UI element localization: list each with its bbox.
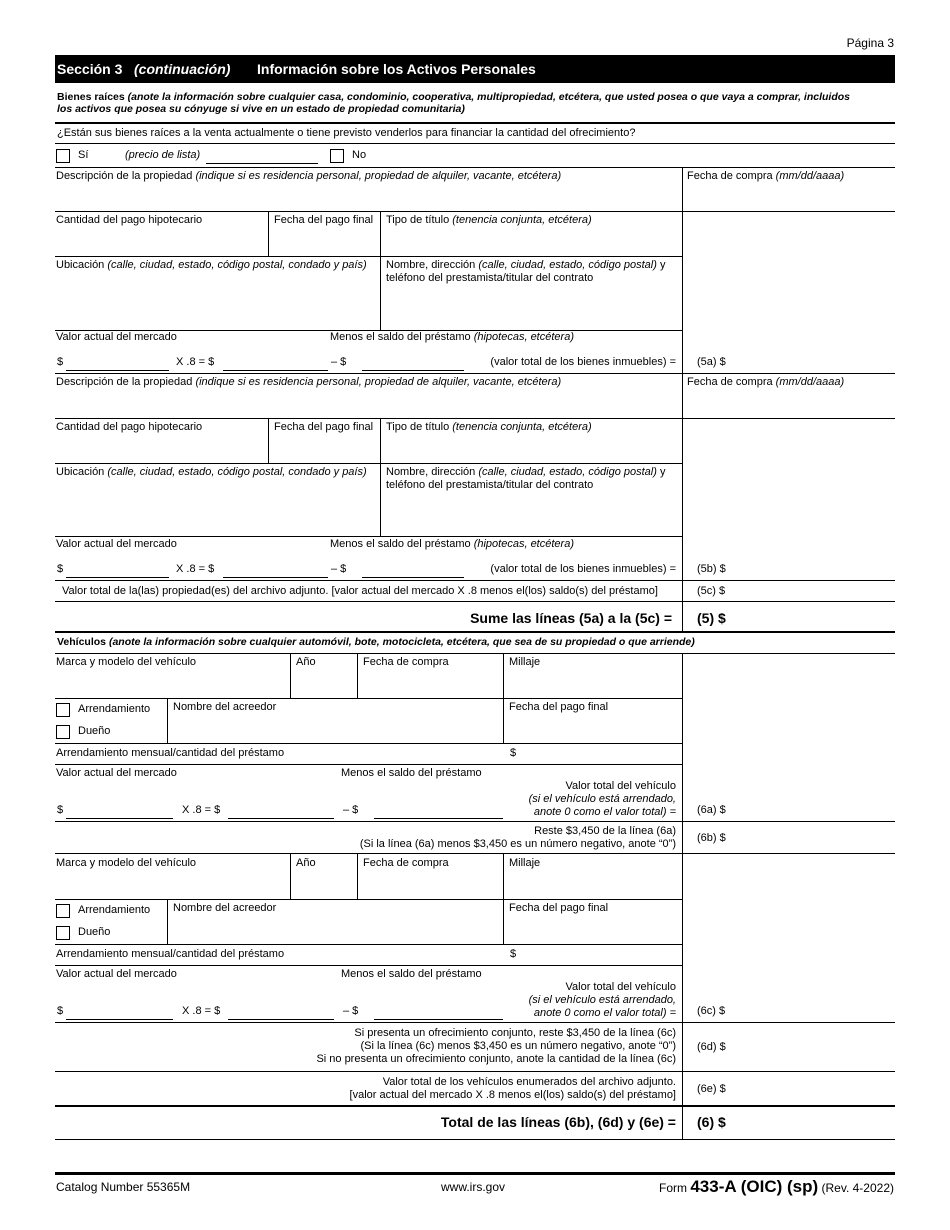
vehicle-loan-input[interactable] bbox=[374, 818, 503, 819]
vehicle-total-hint-cont: anote 0 como el valor total) = bbox=[533, 1007, 676, 1019]
vehicle-final-payment-label: Fecha del pago final bbox=[509, 902, 609, 914]
vehicle-adjusted-input[interactable] bbox=[228, 818, 334, 819]
property-description-label: Descripción de la propiedad (indique si es residencia personal, propiedad de alquiler, vacante, etcétera) bbox=[56, 376, 562, 388]
sale-yes-label: Sí bbox=[78, 149, 89, 161]
dollar-sign: $ bbox=[510, 948, 517, 960]
line-6d: (6d) $ bbox=[697, 1041, 726, 1053]
market-value-input[interactable] bbox=[66, 577, 169, 578]
creditor-label: Nombre del acreedor bbox=[173, 701, 277, 713]
section-title: Información sobre los Activos Personales bbox=[257, 61, 536, 77]
line-5c: (5c) $ bbox=[697, 585, 726, 597]
list-price-label: (precio de lista) bbox=[125, 149, 201, 161]
owner-label: Dueño bbox=[78, 725, 111, 737]
location-label: Ubicación (calle, ciudad, estado, código postal, condado y país) bbox=[56, 259, 367, 271]
sale-no-checkbox[interactable] bbox=[330, 149, 344, 163]
lender-label: Nombre, dirección (calle, ciudad, estado, código postal) y bbox=[386, 259, 666, 271]
adjusted-value-input[interactable] bbox=[223, 370, 328, 371]
page-number: Página 3 bbox=[846, 36, 894, 50]
make-model-label: Marca y modelo del vehículo bbox=[56, 857, 197, 869]
mortgage-payment-label: Cantidad del pago hipotecario bbox=[56, 421, 203, 433]
irs-website[interactable]: www.irs.gov bbox=[441, 1180, 506, 1194]
catalog-number: Catalog Number 55365M bbox=[56, 1180, 191, 1194]
vehicle-total-hint: (si el vehículo está arrendado, bbox=[528, 793, 676, 805]
lender-label: Nombre, dirección (calle, ciudad, estado, código postal) y bbox=[386, 466, 666, 478]
monthly-payment-label: Arrendamiento mensual/cantidad del préstamo bbox=[56, 948, 285, 960]
vehicle-total-label: Valor total del vehículo bbox=[565, 780, 676, 792]
monthly-payment-label: Arrendamiento mensual/cantidad del préstamo bbox=[56, 747, 285, 759]
vehicle-loan-balance-label: Menos el saldo del préstamo bbox=[341, 968, 482, 980]
dollar-sign: $ bbox=[57, 563, 64, 575]
mileage-label: Millaje bbox=[509, 857, 541, 869]
sale-no-label: No bbox=[352, 149, 367, 161]
lease-label: Arrendamiento bbox=[78, 904, 151, 916]
section-number: Sección 3 bbox=[57, 61, 123, 77]
dollar-sign: $ bbox=[57, 804, 64, 816]
vehicle-market-value-input[interactable] bbox=[66, 1019, 173, 1020]
mileage-label: Millaje bbox=[509, 656, 541, 668]
property-description-label: Descripción de la propiedad (indique si es residencia personal, propiedad de alquiler, vacante, etcétera) bbox=[56, 170, 562, 182]
vehicle-attachment-label: Valor total de los vehículos enumerados del archivo adjunto. bbox=[382, 1076, 676, 1088]
vehicle-final-payment-label: Fecha del pago final bbox=[509, 701, 609, 713]
line-5: (5) $ bbox=[697, 610, 726, 626]
owner-checkbox[interactable] bbox=[56, 725, 70, 739]
line-5a: (5a) $ bbox=[697, 356, 726, 368]
lease-checkbox[interactable] bbox=[56, 703, 70, 717]
lease-label: Arrendamiento bbox=[78, 703, 151, 715]
list-price-input[interactable] bbox=[206, 163, 318, 164]
vehicle-attachment-note: [valor actual del mercado X .8 menos el(los) saldo(s) del préstamo] bbox=[349, 1089, 676, 1101]
minus-sign: – $ bbox=[343, 804, 359, 816]
vehicles-heading: Vehículos (anote la información sobre cualquier automóvil, bote, motocicleta, etcétera, que sea de su propiedad o que arriende) bbox=[57, 636, 695, 648]
dollar-sign: $ bbox=[57, 1005, 64, 1017]
times-factor: X .8 = $ bbox=[176, 563, 215, 575]
final-payment-label: Fecha del pago final bbox=[274, 421, 374, 433]
final-payment-label: Fecha del pago final bbox=[274, 214, 374, 226]
lender-label-cont: teléfono del prestamista/titular del contrato bbox=[386, 479, 594, 491]
line-6: (6) $ bbox=[697, 1114, 726, 1130]
dollar-sign: $ bbox=[510, 747, 517, 759]
joint-offer-label: Si presenta un ofrecimiento conjunto, reste $3,450 de la línea (6c) bbox=[354, 1027, 676, 1039]
vehicle-purchase-date-label: Fecha de compra bbox=[363, 857, 449, 869]
vehicle-market-value-input[interactable] bbox=[66, 818, 173, 819]
real-estate-total-label: (valor total de los bienes inmuebles) = bbox=[490, 563, 676, 575]
real-estate-total-label: (valor total de los bienes inmuebles) = bbox=[490, 356, 676, 368]
sale-yes-checkbox[interactable] bbox=[56, 149, 70, 163]
loan-balance-label: Menos el saldo del préstamo (hipotecas, etcétera) bbox=[330, 538, 574, 550]
vehicle-market-value-label: Valor actual del mercado bbox=[56, 767, 177, 779]
vehicle-purchase-date-label: Fecha de compra bbox=[363, 656, 449, 668]
joint-offer-note: (Si la línea (6c) menos $3,450 es un número negativo, anote “0”) bbox=[360, 1040, 676, 1052]
adjusted-value-input[interactable] bbox=[223, 577, 328, 578]
owner-checkbox[interactable] bbox=[56, 926, 70, 940]
creditor-label: Nombre del acreedor bbox=[173, 902, 277, 914]
total-6-label: Total de las líneas (6b), (6d) y (6e) = bbox=[440, 1114, 676, 1130]
market-value-label: Valor actual del mercado bbox=[56, 331, 177, 343]
location-label: Ubicación (calle, ciudad, estado, código postal, condado y país) bbox=[56, 466, 367, 478]
year-label: Año bbox=[296, 857, 316, 869]
title-type-label: Tipo de título (tenencia conjunta, etcétera) bbox=[386, 421, 592, 433]
minus-sign: – $ bbox=[331, 356, 347, 368]
real-estate-heading-cont: los activos que posea su cónyuge si vive en un estado de propiedad comunitaria) bbox=[57, 103, 465, 115]
vehicle-loan-balance-label: Menos el saldo del préstamo bbox=[341, 767, 482, 779]
times-factor: X .8 = $ bbox=[182, 804, 221, 816]
vehicle-total-hint-cont: anote 0 como el valor total) = bbox=[533, 806, 676, 818]
section-header bbox=[55, 55, 895, 83]
vehicle-market-value-label: Valor actual del mercado bbox=[56, 968, 177, 980]
vehicle-loan-input[interactable] bbox=[374, 1019, 503, 1020]
line-6b: (6b) $ bbox=[697, 832, 726, 844]
attachment-total-label: Valor total de la(las) propiedad(es) del archivo adjunto. [valor actual del mercado X .8 menos el(los) saldo(s) del préstamo] bbox=[62, 585, 658, 597]
make-model-label: Marca y modelo del vehículo bbox=[56, 656, 197, 668]
non-joint-offer-note: Si no presenta un ofrecimiento conjunto, anote la cantidad de la línea (6c) bbox=[316, 1053, 676, 1065]
section-continuation: (continuación) bbox=[134, 61, 231, 77]
subtract-6a-label: Reste $3,450 de la línea (6a) bbox=[534, 825, 676, 837]
year-label: Año bbox=[296, 656, 316, 668]
loan-balance-label: Menos el saldo del préstamo (hipotecas, etcétera) bbox=[330, 331, 574, 343]
line-6e: (6e) $ bbox=[697, 1083, 726, 1095]
minus-sign: – $ bbox=[331, 563, 347, 575]
times-factor: X .8 = $ bbox=[182, 1005, 221, 1017]
vehicle-total-label: Valor total del vehículo bbox=[565, 981, 676, 993]
title-type-label: Tipo de título (tenencia conjunta, etcétera) bbox=[386, 214, 592, 226]
sum-5-label: Sume las líneas (5a) a la (5c) = bbox=[470, 610, 672, 626]
real-estate-heading: Bienes raíces (anote la información sobre cualquier casa, condominio, cooperativa, multipropiedad, etcétera, que usted posea o que vaya a comprar, incluidos bbox=[57, 91, 850, 103]
market-value-label: Valor actual del mercado bbox=[56, 538, 177, 550]
vehicle-adjusted-input[interactable] bbox=[228, 1019, 334, 1020]
mortgage-payment-label: Cantidad del pago hipotecario bbox=[56, 214, 203, 226]
subtract-6a-note: (Si la línea (6a) menos $3,450 es un número negativo, anote “0”) bbox=[359, 838, 676, 850]
form-number: Form 433-A (OIC) (sp) (Rev. 4-2022) bbox=[659, 1177, 894, 1196]
lease-checkbox[interactable] bbox=[56, 904, 70, 918]
loan-balance-input[interactable] bbox=[362, 370, 464, 371]
loan-balance-input[interactable] bbox=[362, 577, 464, 578]
owner-label: Dueño bbox=[78, 926, 111, 938]
dollar-sign: $ bbox=[57, 356, 64, 368]
times-factor: X .8 = $ bbox=[176, 356, 215, 368]
line-6c: (6c) $ bbox=[697, 1005, 726, 1017]
line-5b: (5b) $ bbox=[697, 563, 726, 575]
line-6a: (6a) $ bbox=[697, 804, 726, 816]
market-value-input[interactable] bbox=[66, 370, 169, 371]
lender-label-cont: teléfono del prestamista/titular del contrato bbox=[386, 272, 594, 284]
purchase-date-label: Fecha de compra (mm/dd/aaaa) bbox=[687, 376, 845, 388]
sale-question: ¿Están sus bienes raíces a la venta actualmente o tiene previsto venderlos para financiar la cantidad del ofrecimiento? bbox=[57, 127, 636, 139]
purchase-date-label: Fecha de compra (mm/dd/aaaa) bbox=[687, 170, 845, 182]
vehicle-total-hint: (si el vehículo está arrendado, bbox=[528, 994, 676, 1006]
minus-sign: – $ bbox=[343, 1005, 359, 1017]
